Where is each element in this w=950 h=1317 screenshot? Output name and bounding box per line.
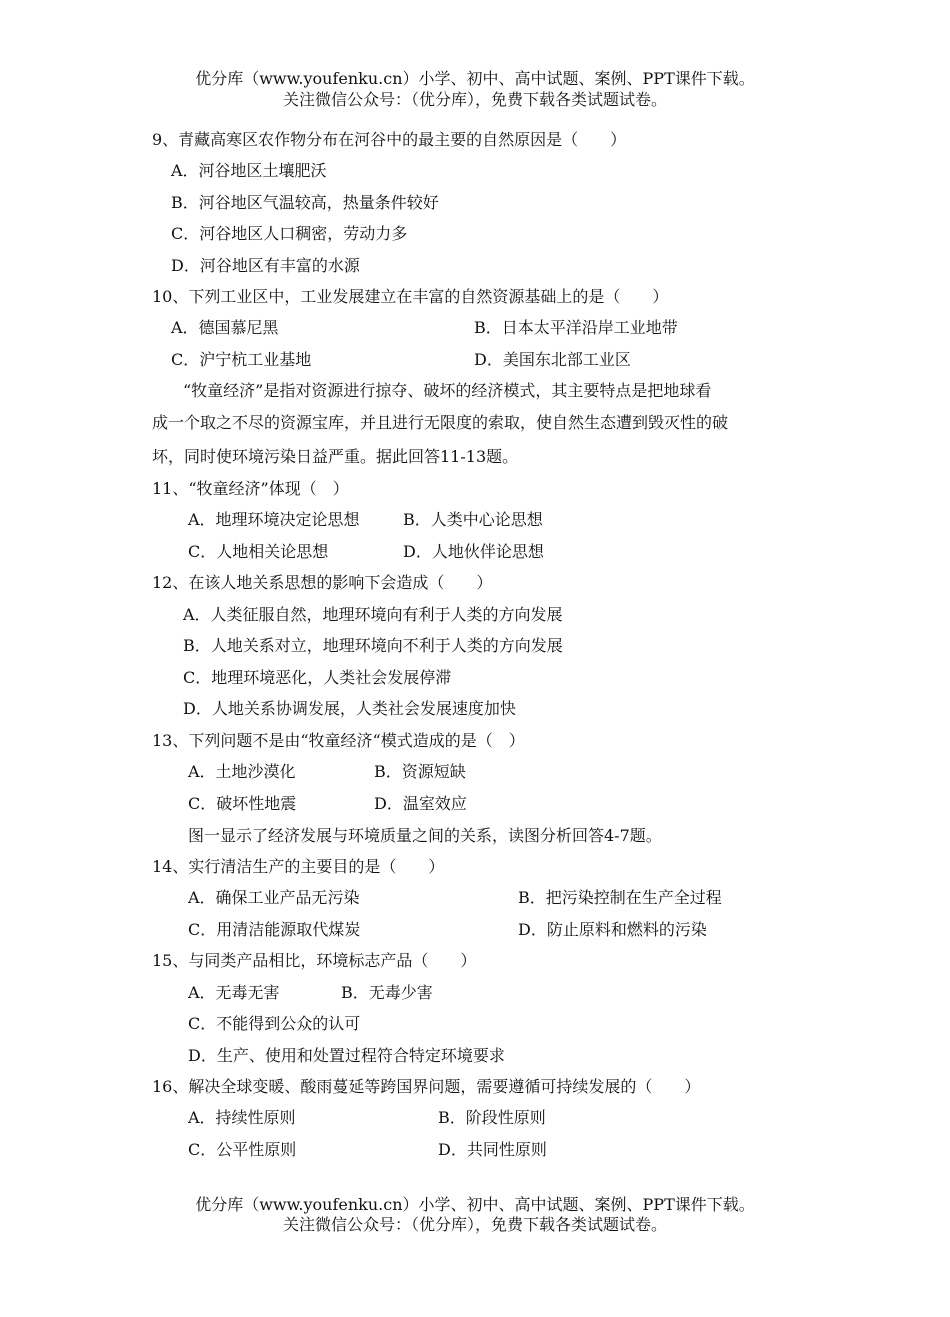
question-13-option-b: B．资源短缺: [374, 762, 466, 781]
question-15-option-c: C．不能得到公众的认可: [188, 1014, 361, 1033]
question-12-option-a: A．人类征服自然，地理环境向有利于人类的方向发展: [183, 605, 563, 624]
question-14-option-b: B．把污染控制在生产全过程: [518, 888, 722, 907]
question-12-stem: 12、在该人地关系思想的影响下会造成（ ）: [152, 573, 493, 592]
question-16-option-b: B．阶段性原则: [438, 1108, 546, 1127]
question-15-option-a: A．无毒无害: [188, 983, 280, 1002]
question-16-option-c: C．公平性原则: [188, 1140, 297, 1159]
question-14-option-d: D．防止原料和燃料的污染: [518, 920, 707, 939]
question-9-stem: 9、青藏高寒区农作物分布在河谷中的最主要的自然原因是（ ）: [152, 130, 627, 149]
question-12-option-d: D．人地关系协调发展，人类社会发展速度加快: [183, 699, 516, 718]
question-9-option-c: C．河谷地区人口稠密，劳动力多: [171, 224, 408, 243]
question-13-option-a: A．土地沙漠化: [188, 762, 296, 781]
question-10-option-b: B．日本太平洋沿岸工业地带: [474, 318, 678, 337]
question-10-option-c: C．沪宁杭工业基地: [171, 350, 312, 369]
question-14-stem: 14、实行清洁生产的主要目的是（ ）: [152, 857, 445, 876]
footer-line-2: 关注微信公众号：（优分库），免费下载各类试题试卷。: [282, 1215, 667, 1234]
question-11-option-a: A．地理环境决定论思想: [188, 510, 360, 529]
question-16-stem: 16、解决全球变暖、酸雨蔓延等跨国界问题，需要遵循可持续发展的（ ）: [152, 1077, 701, 1096]
question-9-option-a: A．河谷地区土壤肥沃: [171, 161, 327, 180]
question-14-option-c: C．用清洁能源取代煤炭: [188, 920, 361, 939]
question-15-stem: 15、与同类产品相比，环境标志产品（ ）: [152, 951, 477, 970]
question-15-option-d: D．生产、使用和处置过程符合特定环境要求: [188, 1046, 505, 1065]
passage-line-1: “牧童经济”是指对资源进行掠夺、破坏的经济模式，其主要特点是把地球看: [183, 381, 712, 400]
question-13-option-d: D．温室效应: [374, 794, 467, 813]
header-line-2: 关注微信公众号：（优分库），免费下载各类试题试卷。: [282, 90, 667, 109]
question-11-option-b: B．人类中心论思想: [403, 510, 543, 529]
question-11-option-d: D．人地伙伴论思想: [403, 542, 544, 561]
question-11-stem: 11、“牧童经济”体现（ ）: [152, 479, 349, 498]
question-16-option-d: D．共同性原则: [438, 1140, 547, 1159]
question-9-option-d: D．河谷地区有丰富的水源: [171, 256, 360, 275]
question-14-option-a: A．确保工业产品无污染: [188, 888, 360, 907]
question-10-stem: 10、下列工业区中，工业发展建立在丰富的自然资源基础上的是（ ）: [152, 287, 669, 306]
question-16-option-a: A．持续性原则: [188, 1108, 296, 1127]
footer-line-1: 优分库（www.youfenku.cn）小学、初中、高中试题、案例、PPT课件下载。: [195, 1195, 755, 1214]
passage-line-3: 坏，同时使环境污染日益严重。据此回答11-13题。: [152, 447, 519, 466]
question-9-option-b: B．河谷地区气温较高，热量条件较好: [171, 193, 439, 212]
passage-line-2: 成一个取之不尽的资源宝库，并且进行无限度的索取，使自然生态遭到毁灭性的破: [152, 413, 729, 432]
question-11-option-c: C．人地相关论思想: [188, 542, 329, 561]
question-10-option-d: D．美国东北部工业区: [474, 350, 631, 369]
figure-note: 图一显示了经济发展与环境质量之间的关系，读图分析回答4-7题。: [188, 826, 662, 845]
question-10-option-a: A．德国慕尼黑: [171, 318, 279, 337]
question-15-option-b: B．无毒少害: [341, 983, 433, 1002]
question-12-option-c: C．地理环境恶化，人类社会发展停滞: [183, 668, 452, 687]
question-12-option-b: B．人地关系对立，地理环境向不利于人类的方向发展: [183, 636, 563, 655]
question-13-option-c: C．破坏性地震: [188, 794, 297, 813]
question-13-stem: 13、下列问题不是由“牧童经济“模式造成的是（ ）: [152, 731, 525, 750]
header-line-1: 优分库（www.youfenku.cn）小学、初中、高中试题、案例、PPT课件下载。: [195, 69, 755, 88]
